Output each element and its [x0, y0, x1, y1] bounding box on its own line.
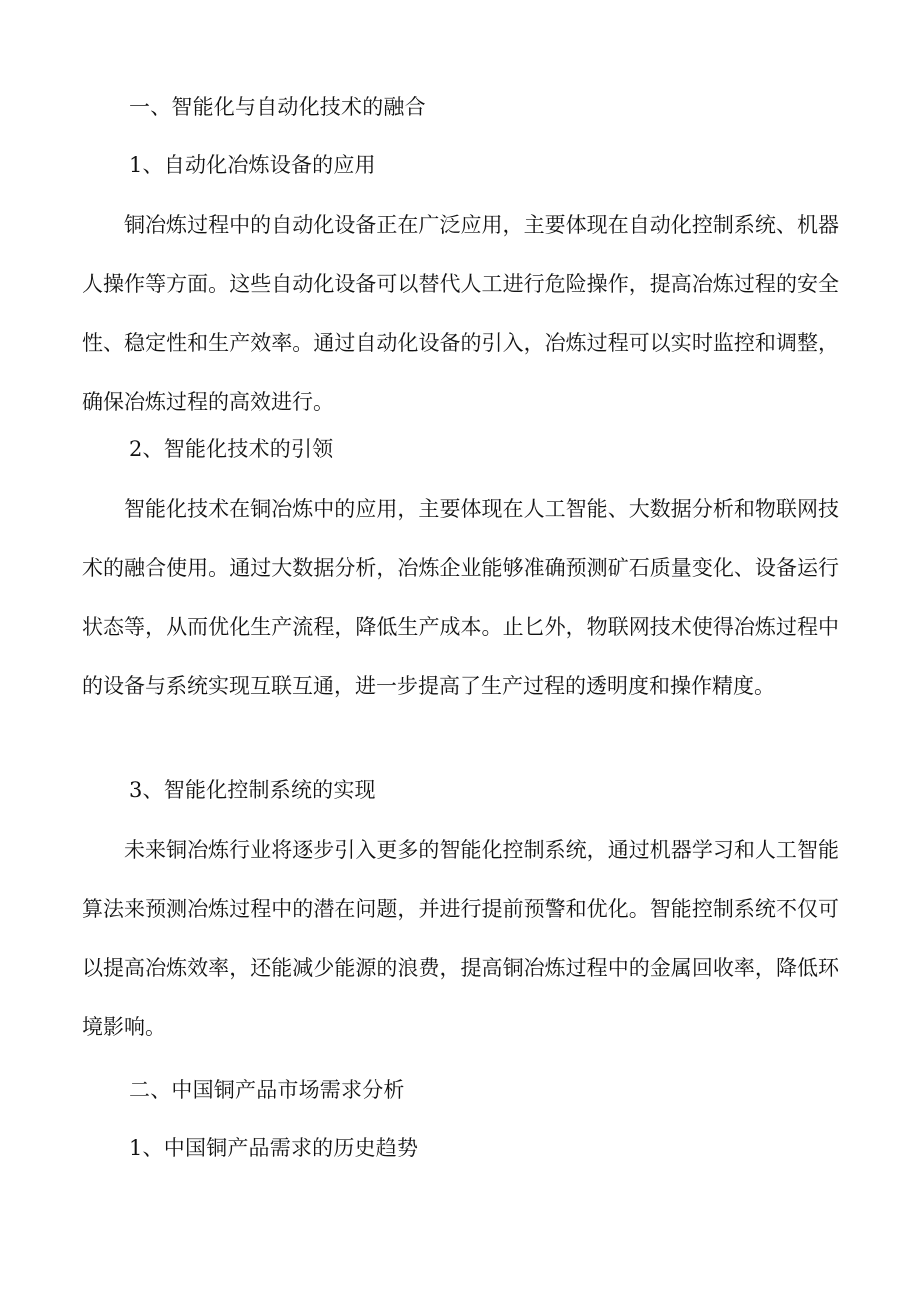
subsection-1-2-body: 智能化技术在铜冶炼中的应用，主要体现在人工智能、大数据分析和物联网技术的融合使用。通过大数据分析，冶炼企业能够准确预测矿石质量变化、设备运行状态等，从而优化生产流程，降低生产成本。止匕外，物联网技术使得冶炼过程中的设备与系统实现互联互通，进一步提高了生产过程的透明度和操作精度。	[82, 497, 839, 698]
subsection-1-3-title: 3、智能化控制系统的实现	[129, 778, 376, 802]
section-1-title: 一、智能化与自动化技术的融合	[129, 95, 426, 119]
subsection-1-1-title: 1、自动化冶炼设备的应用	[129, 153, 376, 177]
subsection-1-1-body: 铜冶炼过程中的自动化设备正在广泛应用，主要体现在自动化控制系统、机器人操作等方面。这些自动化设备可以替代人工进行危险操作，提高冶炼过程的安全性、稳定性和生产效率。通过自动化设备的引入，冶炼过程可以实时监控和调整，确保冶炼过程的高效进行。	[82, 213, 839, 414]
subsection-1-2-title: 2、智能化技术的引领	[129, 437, 334, 461]
section-2-title: 二、中国铜产品市场需求分析	[129, 1078, 405, 1102]
subsection-2-1-title: 1、中国铜产品需求的历史趋势	[129, 1136, 419, 1160]
subsection-1-3-body: 未来铜冶炼行业将逐步引入更多的智能化控制系统，通过机器学习和人工智能算法来预测冶炼过程中的潜在问题，并进行提前预警和优化。智能控制系统不仅可以提高冶炼效率，还能减少能源的浪费，提高铜冶炼过程中的金属回收率，降低环境影响。	[82, 838, 839, 1039]
